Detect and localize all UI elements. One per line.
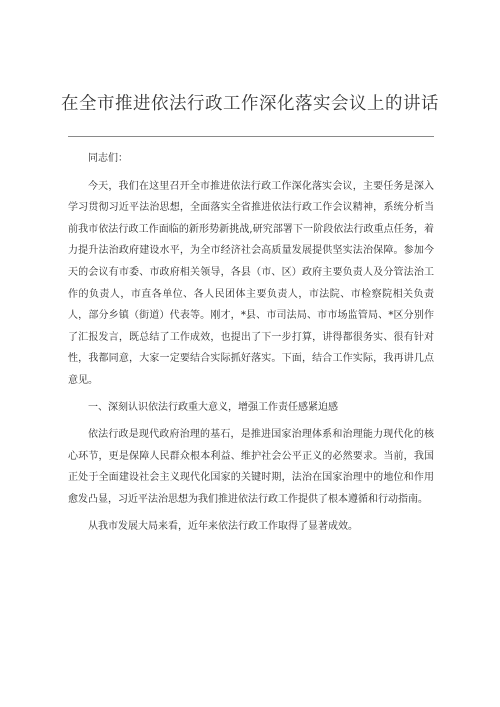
body-paragraph: 依法行政是现代政府治理的基石，是推进国家治理体系和治理能力现代化的核心环节，更是保障人民群众根本利益、维护社会公平正义的必然要求。当前，我国正处于全面建设社会主义现代化国家的关键时期，法治在国家治理中的地位和作用愈发凸显，习近平法治思想为我们推进依法行政工作提供了根本遵循和行动指南。 [68,429,434,505]
salutation: 同志们： [88,153,128,164]
section-heading: 一、深刻认识依法行政重大意义，增强工作责任感紧迫感 [88,401,338,413]
document-title: 在全市推进依法行政工作深化落实会议上的讲话 [61,94,439,114]
body-paragraph: 从我市发展大局来看，近年来依法行政工作取得了显著成效。 [88,520,358,532]
title-divider [68,136,434,137]
document-body [68,148,434,542]
body-paragraph: 今天，我们在这里召开全市推进依法行政工作深化落实会议，主要任务是深入学习贯彻习近平法治思想，全面落实全省推进依法行政工作会议精神，系统分析当前我市依法行政工作面临的新形势新挑战,研究部署下一阶段依法行政重点任务，着力提升法治政府建设水平，为全市经济社会高质量发展提供坚实法治保障。参加今天的会议有市委、市政府相关领导，各县（市、区）政府主要负责人及分管法治工作的负责人，市直各单位、各人民团体主要负责人，市法院、市检察院相关负责人，部分乡镇（街道）代表等。刚才，*县、市司法局、市市场监管局、*区分别作了汇报发言，既总结了工作成效，也提出了下一步打算，讲得都很务实、很有针对性，我都同意，大家一定要结合实际抓好落实。下面，结合工作实际，我再讲几点意见。 [68,180,434,386]
